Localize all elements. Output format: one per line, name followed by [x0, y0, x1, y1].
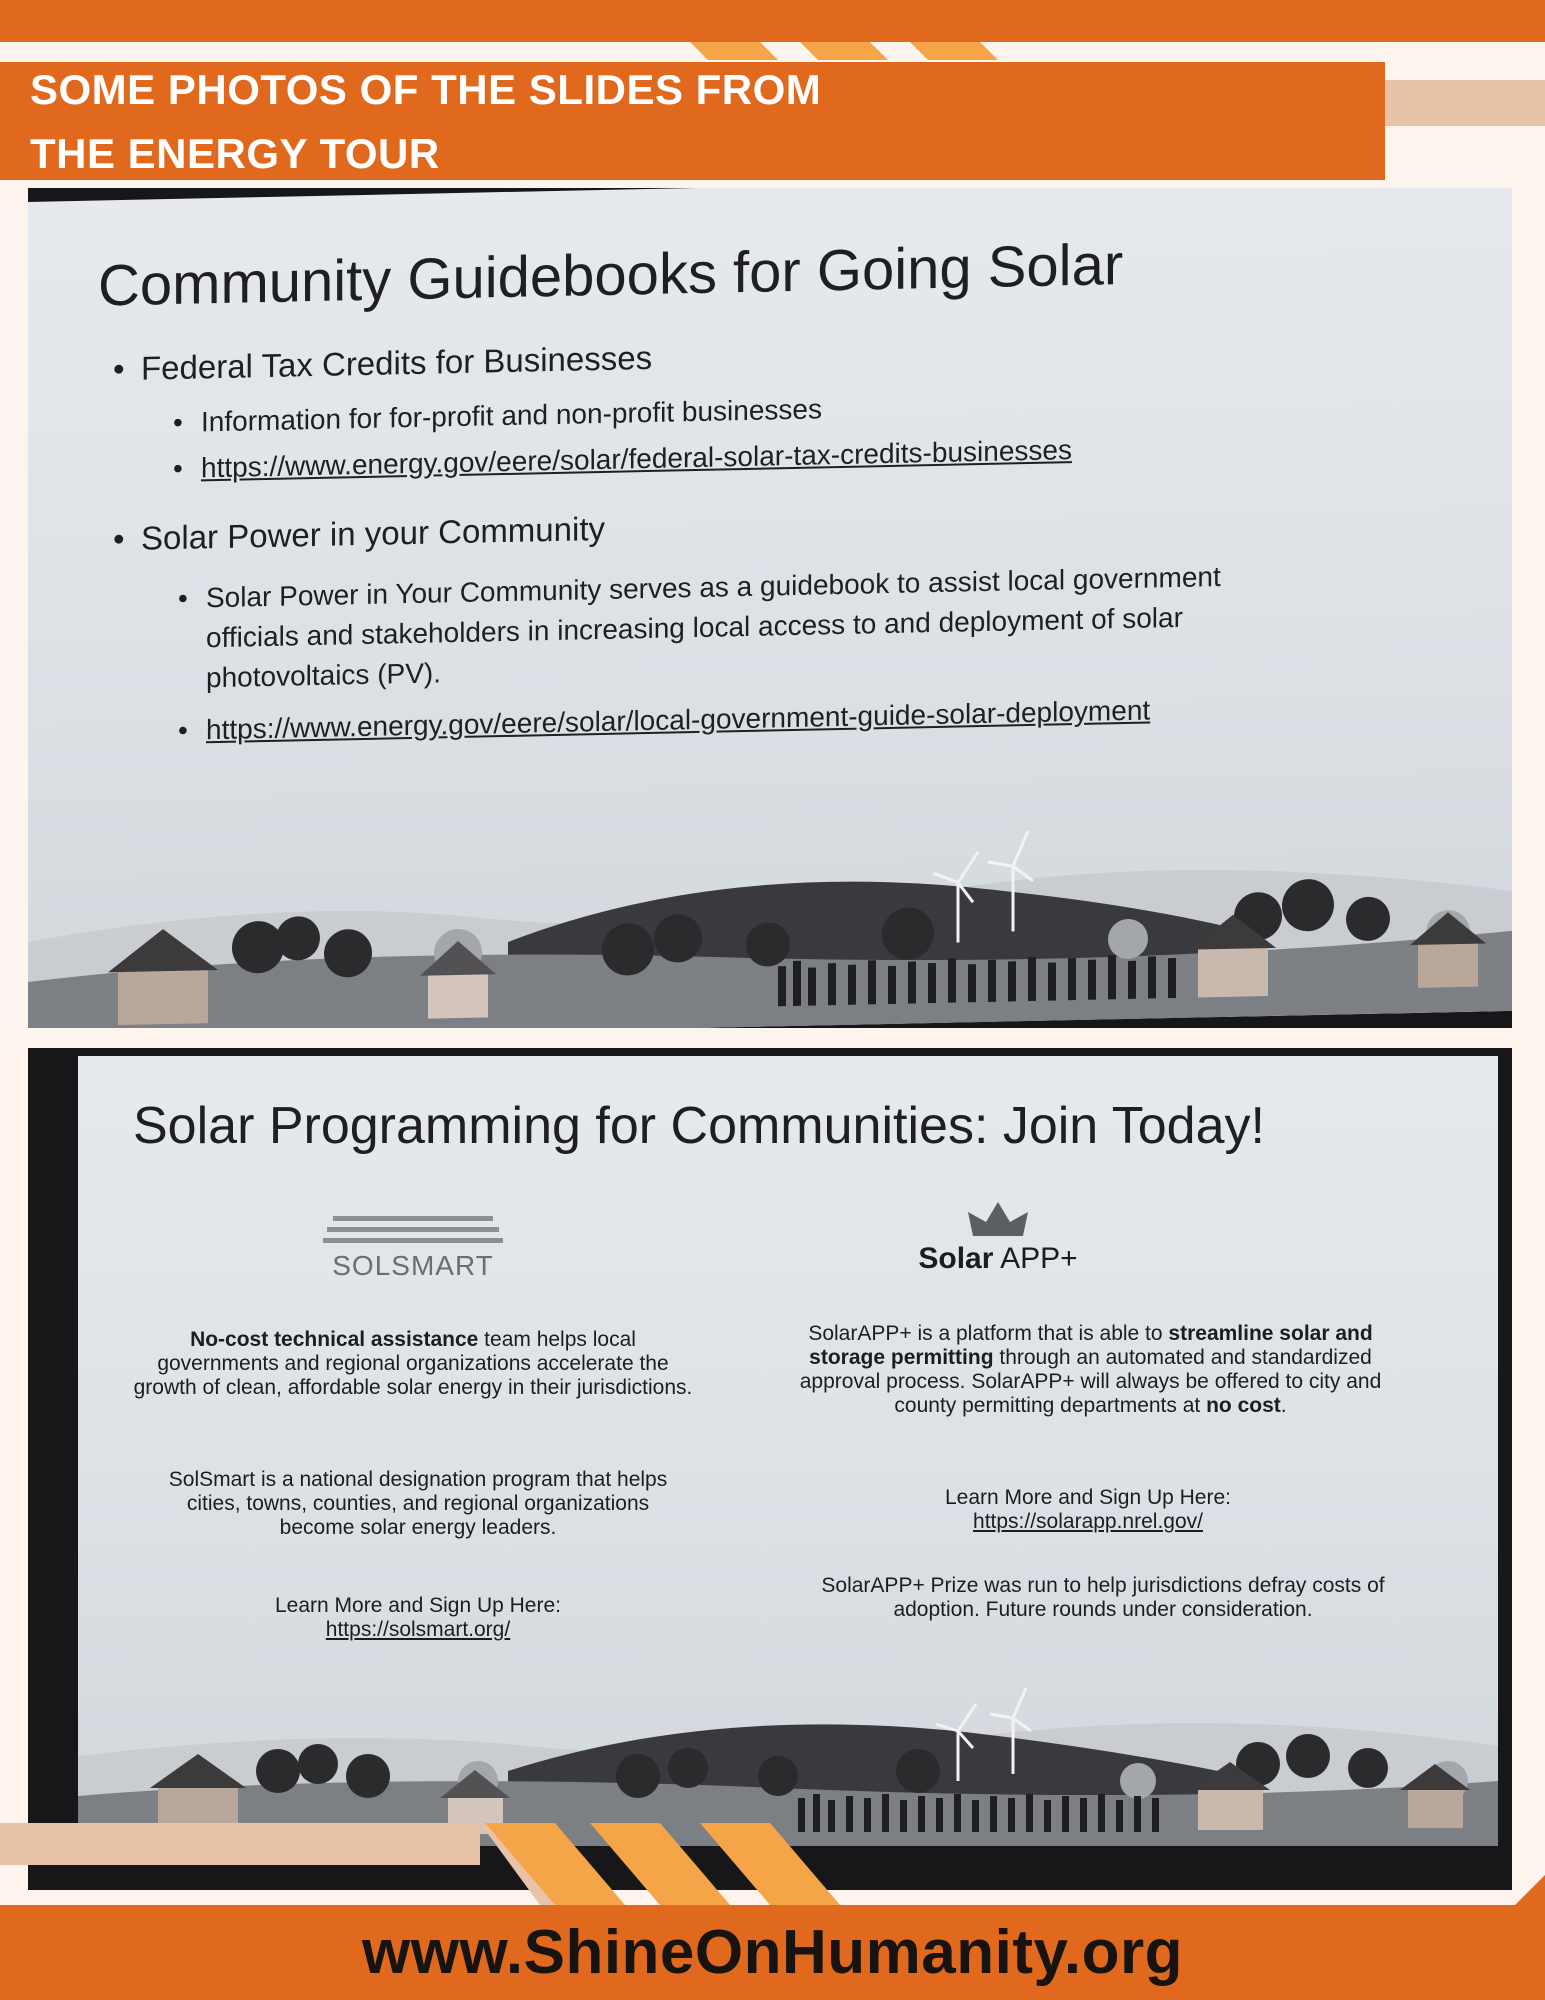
solarapp-logo-bold: Solar [918, 1242, 994, 1275]
solarapp-text-b: through an automated and standardized approval process. SolarAPP+ will always be offered to city and county permitting departments at [799, 1346, 1382, 1417]
header-banner [0, 62, 1385, 180]
solarapp-text-c: . [1280, 1394, 1287, 1417]
bullet-2-sub-1-line-1: Solar Power in Your Community serves as a guidebook to assist local government [206, 561, 1221, 614]
slide-1-bullet-2-sub-2: • https://www.energy.gov/eere/solar/local-government-guide-solar-deployment [178, 694, 1151, 746]
solar-panel-stripes-icon [323, 1214, 503, 1252]
bullet-1-text: Federal Tax Credits for Businesses [141, 338, 653, 387]
top-stripes [0, 0, 1545, 70]
solarapp-logo-rest: APP+ [1000, 1242, 1078, 1275]
bottom-stripes [0, 1820, 1545, 1910]
solarapp-prize-text: SolarAPP+ Prize was run to help jurisdictions defray costs of adoption. Future rounds under consideration. [821, 1574, 1385, 1621]
slide-1-bullet-2-sub-1: • Solar Power in Your Community serves as a guidebook to assist local government officials and stakeholders in increasing local access to and deployment of solar photovoltaics (PV). [178, 561, 1221, 694]
bullet-2-sub-1-line-2: officials and stakeholders in increasing local access to and deployment of solar [206, 601, 1183, 654]
solsmart-learn-more: Learn More and Sign Up Here: [275, 1594, 561, 1617]
header-title-line-1: SOME PHOTOS OF THE SLIDES FROM [30, 66, 822, 113]
solarapp-description [778, 1322, 1403, 1418]
top-stripe-2 [800, 42, 888, 60]
bullet-2-text: Solar Power in your Community [141, 509, 605, 557]
slide-1-landscape-illustration [28, 801, 1512, 1028]
bullet-2-sub-1-line-3: photovoltaics (PV). [206, 657, 441, 694]
slide-1-screen [28, 188, 1512, 1028]
bullet-1-sub-1-text: Information for for-profit and non-profit businesses [201, 393, 822, 438]
solarapp-sun-icon [878, 1194, 1118, 1244]
bottom-stripe-3 [700, 1823, 840, 1905]
top-cut [0, 42, 575, 60]
slide-2-screen [78, 1056, 1498, 1846]
slide-1-bullet-1-sub-2: • https://www.energy.gov/eere/solar/federal-solar-tax-credits-businesses [173, 434, 1072, 484]
solsmart-description [128, 1328, 698, 1400]
solarapp-link[interactable]: https://solarapp.nrel.gov/ [973, 1510, 1203, 1533]
slide-photo-1 [28, 188, 1512, 1028]
peach-accent-right [1385, 80, 1545, 126]
header-title-line-2: THE ENERGY TOUR [30, 130, 440, 177]
solsmart-designation-text: SolSmart is a national designation program that helps cities, towns, counties, and regional organizations become solar energy leaders. [168, 1468, 668, 1539]
solarapp-bold-1: streamline solar and storage permitting [809, 1322, 1373, 1369]
local-government-guide-link[interactable]: https://www.energy.gov/eere/solar/local-government-guide-solar-deployment [206, 694, 1151, 746]
footer-website-link[interactable]: www.ShineOnHumanity.org [362, 1918, 1183, 1987]
slide-1-bullet-2: • Solar Power in your Community [113, 509, 605, 558]
slide-1-title: Community Guidebooks for Going Solar [98, 232, 1124, 319]
solsmart-logo-text: SOLSMART [332, 1250, 494, 1281]
top-stripe-3 [910, 42, 998, 60]
federal-tax-credits-link[interactable]: https://www.energy.gov/eere/solar/federal-solar-tax-credits-businesses [201, 434, 1072, 484]
solarapp-logo-text [878, 1242, 1118, 1276]
solarapp-text-a: SolarAPP+ is a platform that is able to [808, 1322, 1169, 1345]
footer-bar [0, 1905, 1545, 2000]
solarapp-bold-2: no cost [1206, 1394, 1281, 1417]
solsmart-description-rest: team helps local governments and regional organizations accelerate the growth of clean, affordable solar energy in their jurisdictions. [133, 1328, 693, 1399]
solsmart-link[interactable]: https://solsmart.org/ [325, 1618, 511, 1641]
slide-photo-2 [28, 1048, 1512, 1890]
solarapp-learn-more: Learn More and Sign Up Here: [945, 1486, 1231, 1509]
slide-2-title: Solar Programming for Communities: Join Today! [133, 1097, 1265, 1155]
solarapp-logo [878, 1194, 1118, 1294]
solsmart-bold-text: No-cost technical assistance [190, 1328, 479, 1351]
slide-1-bullet-1-sub-1: • Information for for-profit and non-profit businesses [173, 393, 822, 438]
solsmart-logo [323, 1214, 503, 1282]
top-stripe-1 [690, 42, 778, 60]
slide-1-bullet-1: • Federal Tax Credits for Businesses [113, 338, 653, 388]
